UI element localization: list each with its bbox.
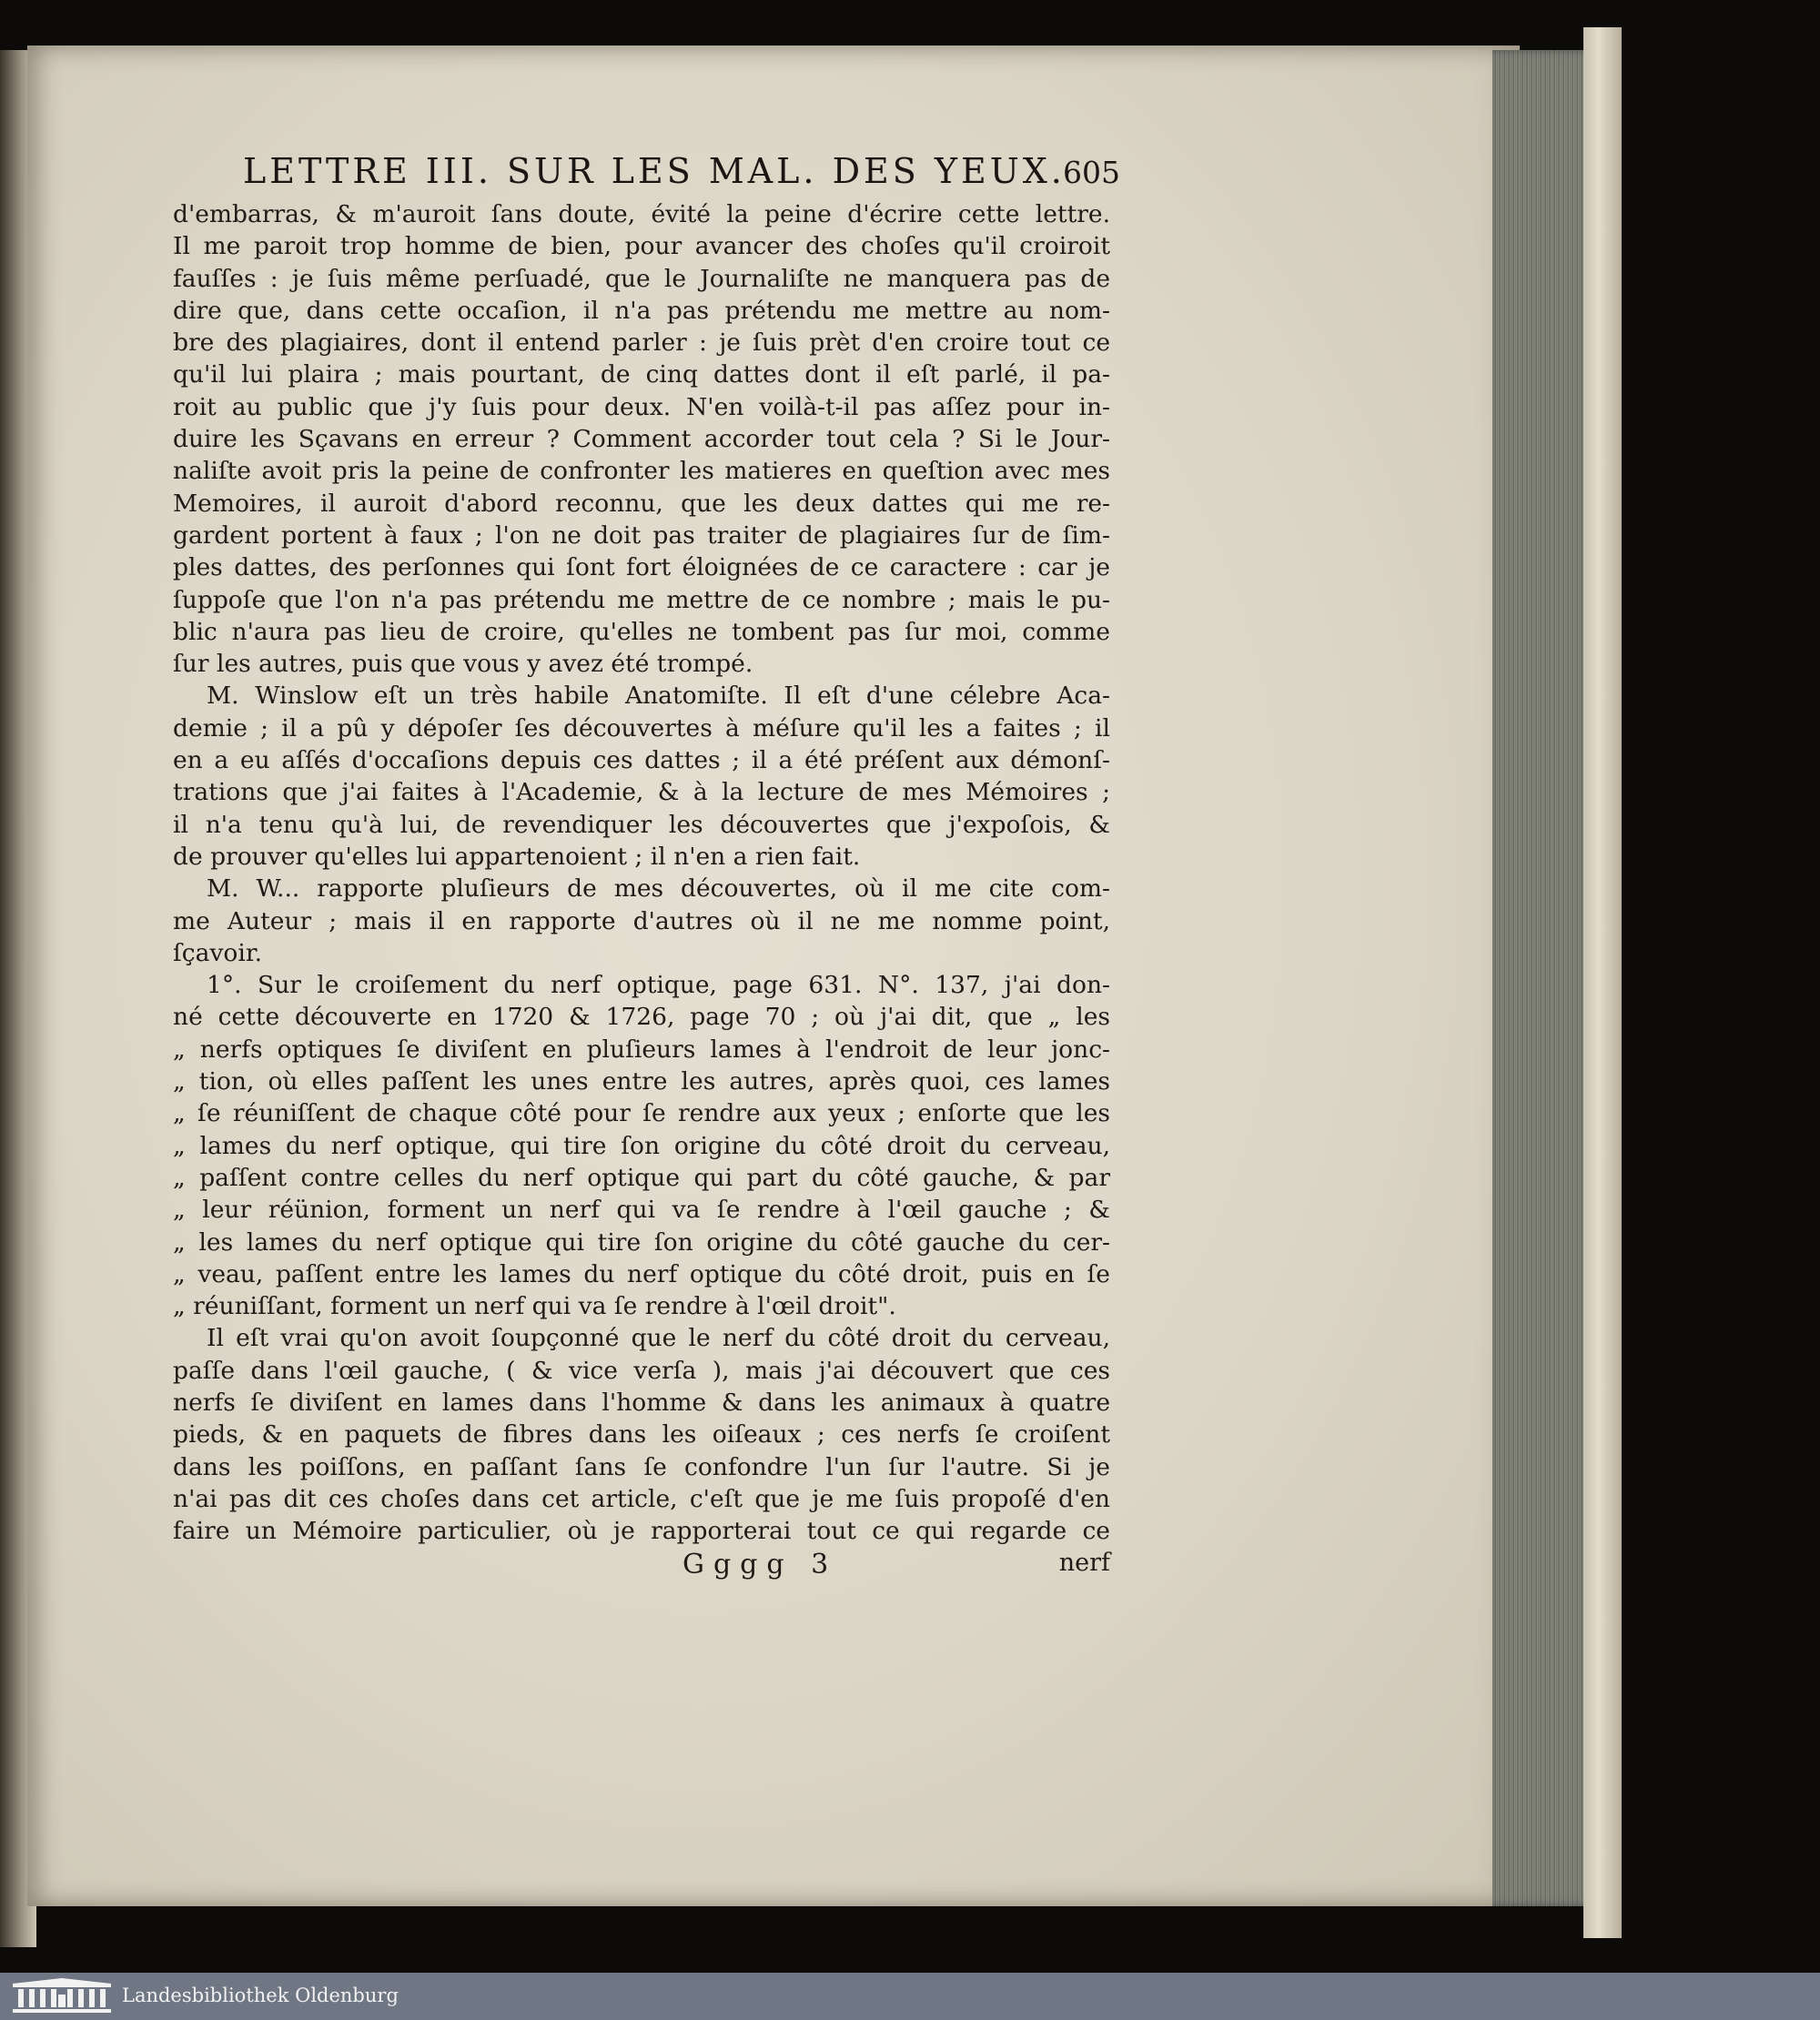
text-line: d'embarras, & m'auroit ſans doute, évité la peine d'écrire cette lettre. (173, 200, 1110, 228)
text-line: né cette découverte en 1720 & 1726, page 70 ; où j'ai dit, que „ les (173, 1003, 1110, 1032)
text-line: „ veau, paſſent entre les lames du nerf optique du côté droit, puis en ſe (173, 1259, 1110, 1288)
text-line: bre des plagiaires, dont il entend parler : je ſuis prèt d'en croire tout ce (173, 328, 1110, 358)
page-number: 605 (1063, 155, 1120, 190)
text-line: duire les Sçavans en erreur ? Comment accorder tout cela ? Si le Jour- (173, 425, 1110, 454)
text-line: 1°. Sur le croiſement du nerf optique, page 631. N°. 137, j'ai don- (207, 971, 1110, 1000)
text-line: „ réuniſſant, forment un nerf qui va ſe rendre à l'œil droit". (173, 1292, 896, 1321)
text-line: trations que j'ai faites à l'Academie, & à la lecture de mes Mémoires ; (173, 778, 1110, 807)
running-head-title: LETTRE III. SUR LES MAL. DES YEUX. (243, 151, 1066, 191)
text-line: „ lames du nerf optique, qui tire ſon origine du côté droit du cerveau, (173, 1131, 1110, 1160)
text-line: Il me paroit trop homme de bien, pour avancer des choſes qu'il croiroit (173, 232, 1110, 261)
text-line: paſſe dans l'œil gauche, ( & vice verſa ), mais j'ai découvert que ces (173, 1356, 1110, 1385)
catchword: nerf (1058, 1549, 1110, 1578)
text-line: qu'il lui plaira ; mais pourtant, de cinq dattes dont il eſt parlé, il pa- (173, 360, 1110, 389)
text-line: Memoires, il auroit d'abord reconnu, que les deux dattes qui me re- (173, 489, 1110, 518)
text-line: Il eſt vrai qu'on avoit ſoupçonné que le nerf du côté droit du cerveau, (207, 1324, 1110, 1353)
text-line: pieds, & en paquets de fibres dans les oiſeaux ; ces nerfs ſe croiſent (173, 1420, 1110, 1449)
text-line: M. Winslow eſt un très habile Anatomiſte. Il eſt d'une célebre Aca- (207, 682, 1110, 711)
text-line: il n'a tenu qu'à lui, de revendiquer les découvertes que j'expoſois, & (173, 810, 1110, 839)
text-line: „ les lames du nerf optique qui tire ſon origine du côté gauche du cer- (173, 1227, 1110, 1257)
library-name: Landesbibliothek Oldenburg (122, 1985, 399, 2006)
text-line: ſçavoir. (173, 938, 263, 967)
footer-bar (0, 1973, 1820, 2020)
running-head (173, 144, 1120, 197)
text-line: ſur les autres, puis que vous y avez été trompé. (173, 650, 753, 679)
text-line: nerfs ſe diviſent en lames dans l'homme & dans les animaux à quatre (173, 1388, 1110, 1417)
text-line: blic n'aura pas lieu de croire, qu'elles ne tombent pas ſur moi, comme (173, 617, 1110, 646)
text-line: naliſte avoit pris la peine de confronter les matieres en queſtion avec mes (173, 457, 1110, 486)
text-line: „ tion, où elles paſſent les unes entre les autres, après quoi, ces lames (173, 1067, 1110, 1096)
catchline (173, 1549, 1110, 1585)
text-line: M. W... rapporte pluſieurs de mes découvertes, où il me cite com- (207, 874, 1110, 904)
text-line: me Auteur ; mais il en rapporte d'autres où il ne me nomme point, (173, 906, 1110, 935)
text-line: gardent portent à faux ; l'on ne doit pas traiter de plagiaires ſur de ſim- (173, 520, 1110, 550)
library-building-icon (11, 1978, 113, 2015)
text-line: „ nerfs optiques ſe diviſent en pluſieurs lames à l'endroit de leur jonc- (173, 1035, 1110, 1064)
text-line: n'ai pas dit ces choſes dans cet article, c'eſt que je me ſuis propoſé d'en (173, 1484, 1110, 1513)
text-line: „ ſe réuniſſent de chaque côté pour ſe rendre aux yeux ; enſorte que les (173, 1099, 1110, 1128)
text-line: ples dattes, des perſonnes qui ſont fort éloignées de ce caractere : car je (173, 553, 1110, 582)
text-line: „ leur réünion, forment un nerf qui va ſe rendre à l'œil gauche ; & (173, 1196, 1110, 1225)
text-line: en a eu aſſés d'occaſions depuis ces dattes ; il a été préſent aux démonſ- (173, 746, 1110, 775)
text-line: de prouver qu'elles lui appartenoient ; il n'en a rien fait. (173, 842, 861, 871)
text-line: „ paſſent contre celles du nerf optique qui part du côté gauche, & par (173, 1163, 1110, 1192)
text-line: fauſſes : je ſuis même perſuadé, que le Journaliſte ne manquera pas de (173, 264, 1110, 293)
text-line: roit au public que j'y ſuis pour deux. N'en voilà-t-il pas aſſez pour in- (173, 392, 1110, 421)
text-line: dire que, dans cette occaſion, il n'a pas prétendu me mettre au nom- (173, 296, 1110, 325)
text-line: ſuppoſe que l'on n'a pas prétendu me mettre de ce nombre ; mais le pu- (173, 585, 1110, 614)
text-line: faire un Mémoire particulier, où je rapporterai tout ce qui regarde ce (173, 1517, 1110, 1546)
page-text-block (173, 144, 1120, 1585)
signature-mark: Gggg 3 (682, 1549, 838, 1581)
body-text (173, 198, 1110, 1547)
book-cover-edge (1583, 27, 1622, 1938)
text-line: dans les poiſſons, en paſſant ſans ſe confondre l'un ſur l'autre. Si je (173, 1452, 1110, 1481)
text-line: demie ; il a pû y dépoſer ſes découvertes à méſure qu'il les a faites ; il (173, 713, 1110, 742)
